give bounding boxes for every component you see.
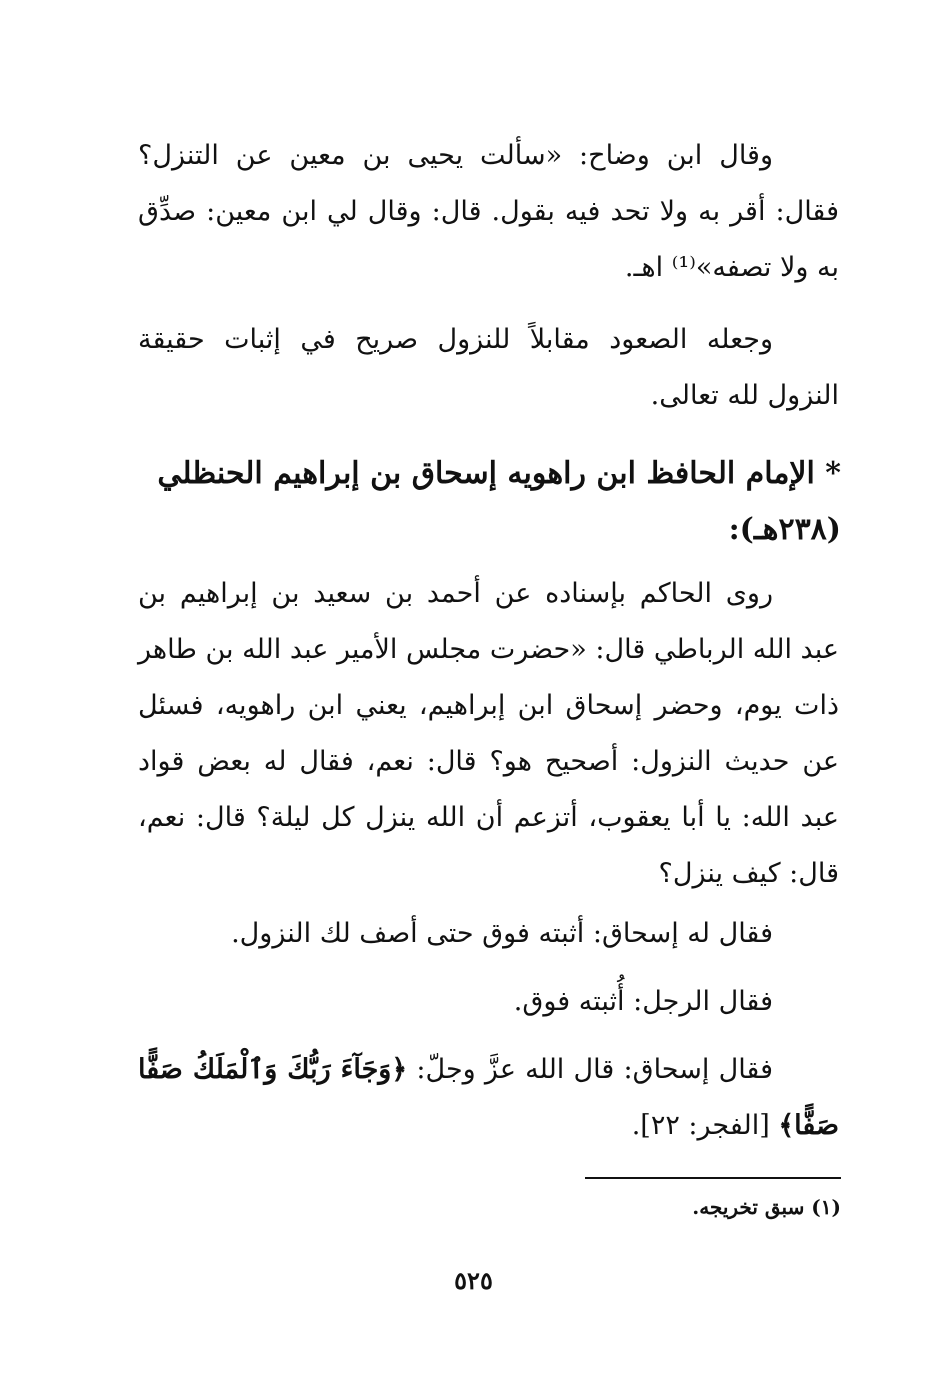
footnote: (١) سبق تخريجه. [692,1195,841,1219]
paragraph-hakim-narration [138,566,839,902]
paragraph-sooud [138,312,839,424]
paragraph-text: وقال ابن وضاح: «سألت يحيى بن معين عن التنزل؟ فقال: أقر به ولا تحد فيه بقول. قال: وقال لي ابن معين: صدِّق به ولا تصفه»⁽¹⁾ اهـ. [138,140,839,283]
verse-reference: [الفجر: ٢٢]. [631,1110,770,1141]
paragraph-man-reply [138,974,839,1030]
paragraph-ibn-waddah [138,128,839,296]
paragraph-text [138,1042,839,1154]
paragraph-quran-citation [138,1042,839,1154]
citation-intro: فقال إسحاق: قال الله عزَّ وجلّ: [416,1054,773,1085]
paragraph-text: فقال له إسحاق: أثبته فوق حتى أصف لك النزول. [231,918,773,949]
paragraph-text: وجعله الصعود مقابلاً للنزول صريح في إثبات حقيقة النزول لله تعالى. [138,324,839,411]
quran-verse: ﴿وَجَآءَ رَبُّكَ وَٱلْمَلَكُ صَفًّا صَفًّا﴾ [138,1054,839,1141]
footnote-divider [585,1177,841,1179]
paragraph-ishaq-reply [138,906,839,962]
section-heading: * الإمام الحافظ ابن راهويه إسحاق بن إبراهيم الحنظلي (٢٣٨هـ): [157,456,841,547]
paragraph-text: روى الحاكم بإسناده عن أحمد بن سعيد بن إبراهيم بن عبد الله الرباطي قال: «حضرت مجلس الأمير عبد الله بن طاهر ذات يوم، وحضر إسحاق ابن إبراهيم، يعني ابن راهويه، فسئل عن حديث النزول: أصحيح هو؟ قال: نعم، فقال له بعض قواد عبد الله: يا أبا يعقوب، أتزعم أن الله ينزل كل ليلة؟ قال: نعم، قال: كيف ينزل؟ [138,578,839,889]
page-number: ٥٢٥ [454,1266,493,1295]
paragraph-text: فقال الرجل: أُثبته فوق. [513,986,773,1017]
